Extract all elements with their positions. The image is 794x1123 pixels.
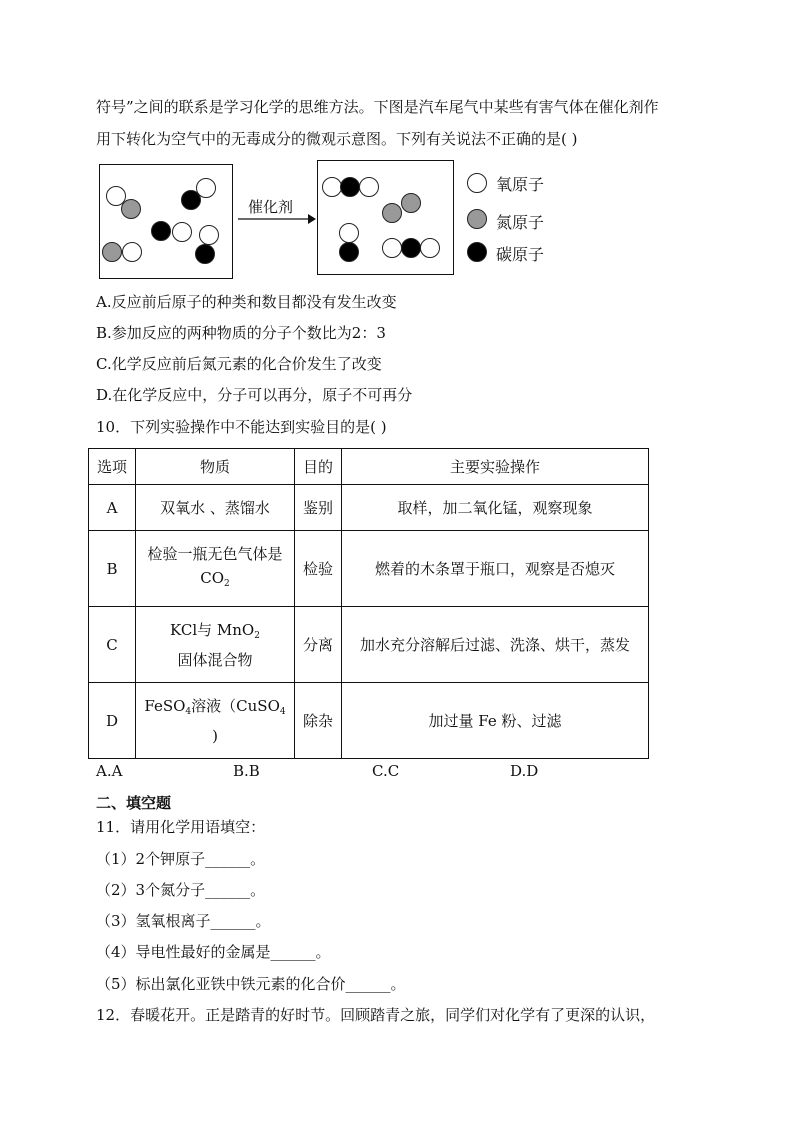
row-option: B [89,531,136,607]
nitrogen-atom [401,193,421,213]
products-box [317,160,454,275]
formula-text: CO [200,568,225,587]
q10-choice-b: B.B [233,762,260,780]
oxygen-atom [322,177,342,197]
formula-text: FeSO [144,696,186,715]
q11-item-4: （4）导电性最好的金属是______。 [96,943,331,961]
nitrogen-atom [121,199,141,219]
legend-nitrogen-swatch [467,209,487,229]
oxygen-atom [196,178,216,198]
carbon-atom [401,238,421,258]
row-option: D [89,683,136,759]
formula [140,694,290,724]
table-row [89,485,649,531]
legend-oxygen-swatch [467,173,487,193]
row-substance [136,531,295,607]
row-purpose: 分离 [295,607,342,683]
q11-item-5: （5）标出氯化亚铁中铁元素的化合价______。 [96,975,406,993]
formula-subscript: 4 [185,706,192,717]
oxygen-atom [359,177,379,197]
q12-stem: 12．春暖花开。正是踏青的好时节。回顾踏青之旅，同学们对化学有了更深的认识， [96,1006,656,1024]
oxygen-atom [122,242,142,262]
section-title: 二、填空题 [96,794,172,812]
substance-line: ) [212,726,218,745]
row-option: A [89,485,136,531]
table-row [89,683,649,759]
table-row [89,531,649,607]
q9-option-a: A.反应前后原子的种类和数目都没有发生改变 [96,293,397,311]
q9-option-d: D.在化学反应中，分子可以再分，原子不可再分 [96,386,413,404]
legend-nitrogen-label: 氮原子 [496,213,545,232]
nitrogen-atom [382,203,402,223]
row-substance [136,607,295,683]
nitrogen-atom [102,242,122,262]
substance-line: 检验一瓶无色气体是 [147,544,283,563]
catalyst-label: 催化剂 [248,198,294,216]
formula-subscript: 2 [224,578,230,589]
table-header-row [89,449,649,485]
carbon-atom [195,244,215,264]
row-purpose: 鉴别 [295,485,342,531]
header-substance: 物质 [136,449,295,485]
q10-stem: 10．下列实验操作中不能达到实验目的是( ) [96,418,387,436]
row-substance [136,683,295,759]
row-option: C [89,607,136,683]
legend-oxygen-label: 氧原子 [496,175,545,194]
row-purpose: 检验 [295,531,342,607]
q9-intro-line2: 用下转化为空气中的无毒成分的微观示意图。下列有关说法不正确的是( ) [96,130,578,148]
legend-carbon-label: 碳原子 [496,245,545,264]
row-operation: 加水充分溶解后过滤、洗涤、烘干，蒸发 [342,607,649,683]
header-option: 选项 [89,449,136,485]
oxygen-atom [172,222,192,242]
formula-text: 溶液（CuSO [191,696,280,715]
oxygen-atom [420,238,440,258]
q10-choice-a: A.A [96,762,123,780]
reactants-box [99,164,233,279]
q10-choice-d: D.D [510,762,539,780]
row-operation: 取样，加二氧化锰，观察现象 [342,485,649,531]
q11-item-3: （3）氢氧根离子______。 [96,912,271,930]
q9-intro-line1: 符号”之间的联系是学习化学的思维方法。下图是汽车尾气中某些有害气体在催化剂作 [96,98,659,116]
experiment-table [88,448,649,759]
q9-option-b: B.参加反应的两种物质的分子个数比为2：3 [96,324,386,342]
carbon-atom [151,221,171,241]
substance-line: 固体混合物 [177,650,253,669]
row-operation: 燃着的木条罩于瓶口，观察是否熄灭 [342,531,649,607]
oxygen-atom [199,225,219,245]
legend-carbon-swatch [467,242,487,262]
q10-choice-c: C.C [372,762,400,780]
formula-subscript: 4 [279,706,286,717]
table-row [89,607,649,683]
formula-subscript: 2 [254,630,260,641]
oxygen-atom [339,223,359,243]
header-operation: 主要实验操作 [342,449,649,485]
row-operation: 加过量 Fe 粉、过滤 [342,683,649,759]
q11-item-2: （2）3个氮分子______。 [96,881,266,899]
q9-option-c: C.化学反应前后氮元素的化合价发生了改变 [96,355,382,373]
reaction-arrow-icon [236,212,318,226]
carbon-atom [340,177,360,197]
row-purpose: 除杂 [295,683,342,759]
q11-item-1: （1）2个钾原子______。 [96,850,266,868]
carbon-atom [339,242,359,262]
formula [140,566,290,596]
formula-text: KCl与 MnO [170,620,255,639]
header-purpose: 目的 [295,449,342,485]
q11-stem: 11．请用化学用语填空： [96,818,266,836]
formula [140,618,290,648]
oxygen-atom [382,238,402,258]
row-substance: 双氧水 、蒸馏水 [136,485,295,531]
